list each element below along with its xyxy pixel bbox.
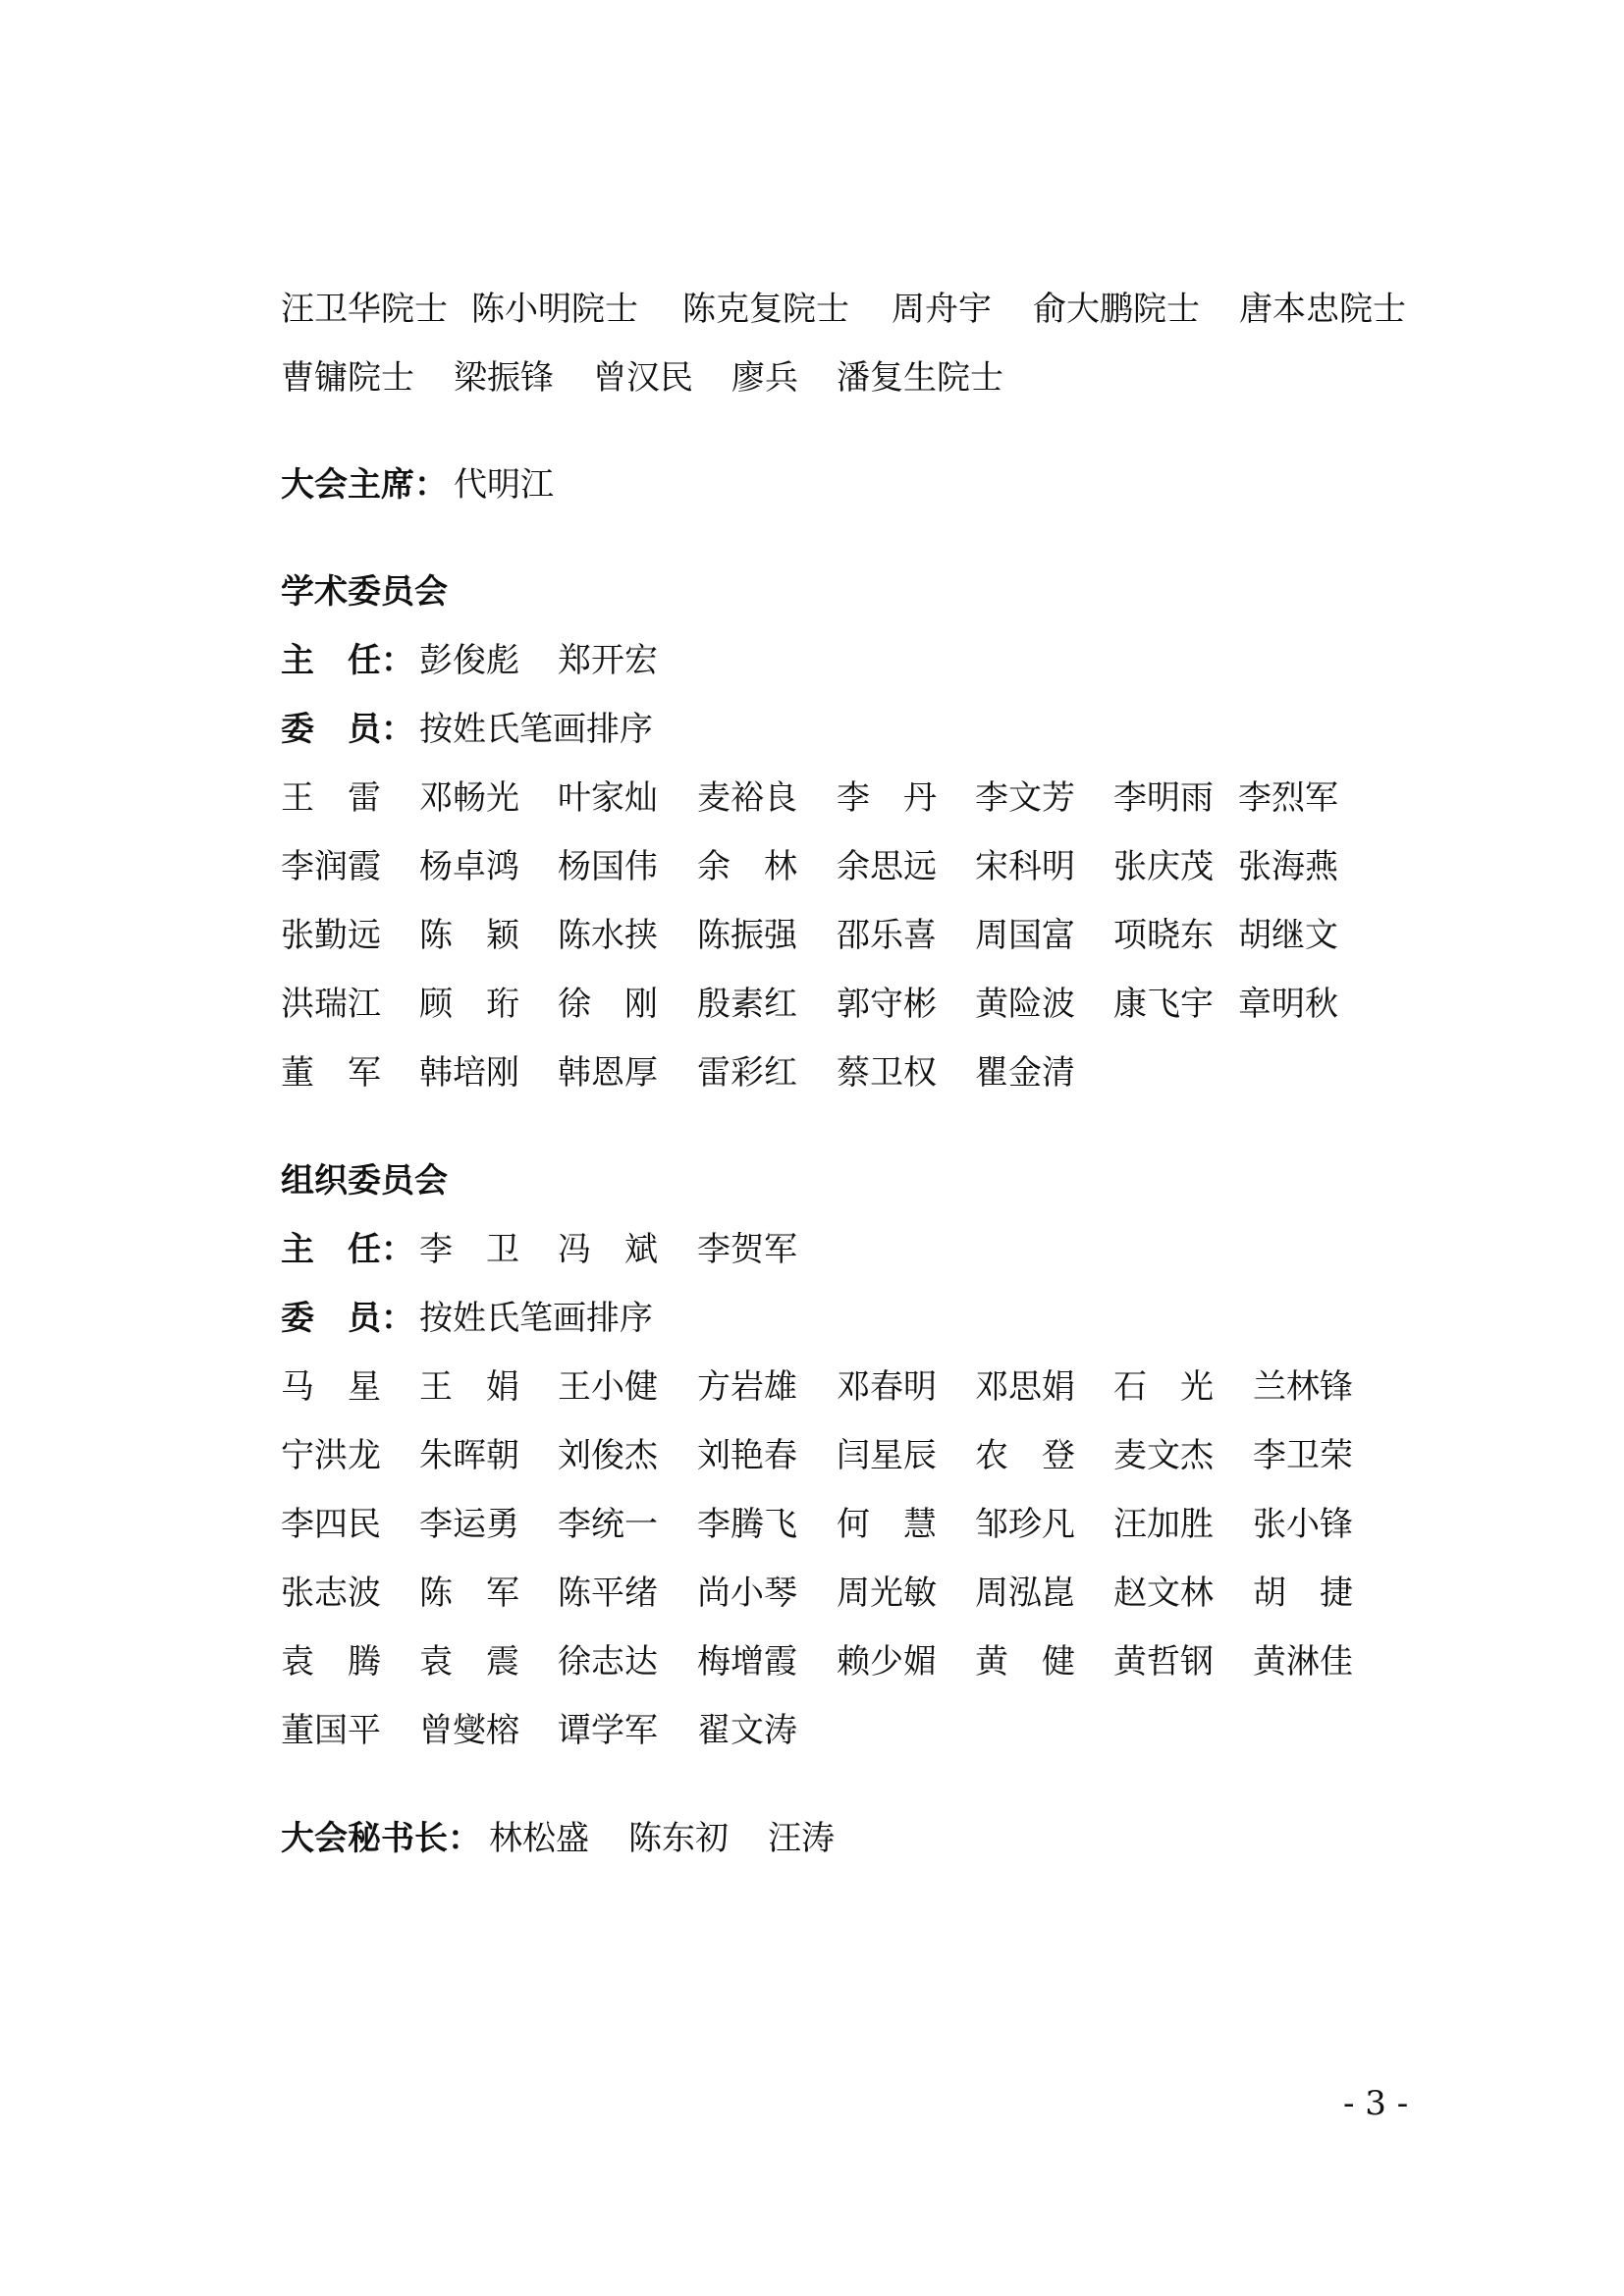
member-name: 黄哲钢: [1113, 1642, 1214, 1682]
member-name: 章明秋: [1238, 985, 1338, 1024]
member-name: 朱晖朝: [419, 1436, 519, 1475]
member-name: 周光敏: [837, 1574, 937, 1613]
member-name: 韩恩厚: [558, 1053, 658, 1093]
member-name: 董国平: [281, 1711, 381, 1750]
member-name: 李 丹: [837, 778, 937, 818]
member-name: 陈平绪: [558, 1574, 658, 1613]
member-name: 何 慧: [837, 1505, 937, 1544]
member-name: 邓畅光: [419, 778, 519, 818]
organizing-director-name: 李 卫: [419, 1230, 519, 1269]
academic-members-note: 按姓氏笔画排序: [419, 710, 653, 749]
member-name: 李润霞: [281, 847, 381, 886]
member-name: 邵乐喜: [837, 916, 937, 955]
member-name: 杨国伟: [558, 847, 658, 886]
member-name: 王小健: [558, 1367, 658, 1407]
honorary-name: 陈克复院士: [682, 290, 849, 329]
honorary-name: 曾汉民: [593, 358, 693, 398]
secretary-general-name: 林松盛: [489, 1819, 589, 1858]
honorary-name: 周舟宇: [892, 290, 992, 329]
member-name: 康飞宇: [1113, 985, 1214, 1024]
member-name: 王 娟: [419, 1367, 519, 1407]
member-name: 张志波: [281, 1574, 381, 1613]
member-name: 周国富: [975, 916, 1075, 955]
member-name: 李腾飞: [697, 1505, 797, 1544]
conference-chair-label: 大会主席：: [281, 465, 448, 505]
member-name: 张庆茂: [1113, 847, 1214, 886]
member-name: 尚小琴: [697, 1574, 797, 1613]
organizing-committee-title: 组织委员会: [281, 1161, 448, 1201]
member-name: 陈 颖: [419, 916, 519, 955]
member-name: 李运勇: [419, 1505, 519, 1544]
organizing-director-name: 冯 斌: [558, 1230, 658, 1269]
member-name: 陈 军: [419, 1574, 519, 1613]
member-name: 马 星: [281, 1367, 381, 1407]
member-name: 胡 捷: [1253, 1574, 1353, 1613]
honorary-name: 梁振锋: [454, 358, 554, 398]
member-name: 李明雨: [1113, 778, 1214, 818]
secretary-general-name: 陈东初: [628, 1819, 729, 1858]
academic-director-label: 主 任：: [281, 641, 414, 680]
member-name: 闫星辰: [837, 1436, 937, 1475]
member-name: 陈水挟: [558, 916, 658, 955]
member-name: 黄 健: [975, 1642, 1075, 1682]
member-name: 王 雷: [281, 778, 381, 818]
member-name: 谭学军: [558, 1711, 658, 1750]
member-name: 殷素红: [697, 985, 797, 1024]
honorary-name: 汪卫华院士: [281, 290, 448, 329]
member-name: 洪瑞江: [281, 985, 381, 1024]
member-name: 麦文杰: [1113, 1436, 1214, 1475]
member-name: 张小锋: [1253, 1505, 1353, 1544]
member-name: 徐 刚: [558, 985, 658, 1024]
member-name: 邓思娟: [975, 1367, 1075, 1407]
member-name: 李烈军: [1238, 778, 1338, 818]
member-name: 周泓崑: [975, 1574, 1075, 1613]
member-name: 余思远: [837, 847, 937, 886]
member-name: 张海燕: [1238, 847, 1338, 886]
member-name: 郭守彬: [837, 985, 937, 1024]
member-name: 翟文涛: [697, 1711, 797, 1750]
member-name: 邓春明: [837, 1367, 937, 1407]
member-name: 李四民: [281, 1505, 381, 1544]
honorary-name: 俞大鹏院士: [1033, 290, 1200, 329]
honorary-name: 曹镛院士: [281, 358, 414, 398]
member-name: 刘艳春: [697, 1436, 797, 1475]
member-name: 张勤远: [281, 916, 381, 955]
member-name: 石 光: [1113, 1367, 1214, 1407]
academic-committee-title: 学术委员会: [281, 572, 448, 612]
member-name: 徐志达: [558, 1642, 658, 1682]
member-name: 赵文林: [1113, 1574, 1214, 1613]
organizing-director-label: 主 任：: [281, 1230, 414, 1269]
member-name: 刘俊杰: [558, 1436, 658, 1475]
secretary-general-label: 大会秘书长：: [281, 1819, 481, 1858]
member-name: 陈振强: [697, 916, 797, 955]
member-name: 杨卓鸿: [419, 847, 519, 886]
member-name: 方岩雄: [697, 1367, 797, 1407]
member-name: 宁洪龙: [281, 1436, 381, 1475]
member-name: 蔡卫权: [837, 1053, 937, 1093]
member-name: 梅增霞: [697, 1642, 797, 1682]
honorary-name: 唐本忠院士: [1239, 290, 1406, 329]
member-name: 叶家灿: [558, 778, 658, 818]
member-name: 农 登: [975, 1436, 1075, 1475]
member-name: 瞿金清: [975, 1053, 1075, 1093]
member-name: 曾燮榕: [419, 1711, 519, 1750]
academic-members-label: 委 员：: [281, 710, 414, 749]
honorary-name: 潘复生院士: [837, 358, 1003, 398]
member-name: 汪加胜: [1113, 1505, 1214, 1544]
member-name: 宋科明: [975, 847, 1075, 886]
organizing-members-label: 委 员：: [281, 1299, 414, 1338]
member-name: 董 军: [281, 1053, 381, 1093]
member-name: 雷彩红: [697, 1053, 797, 1093]
academic-director-name: 郑开宏: [558, 641, 658, 680]
member-name: 顾 珩: [419, 985, 519, 1024]
organizing-director-name: 李贺军: [697, 1230, 797, 1269]
member-name: 胡继文: [1238, 916, 1338, 955]
member-name: 袁 腾: [281, 1642, 381, 1682]
member-name: 韩培刚: [419, 1053, 519, 1093]
honorary-name: 廖兵: [731, 358, 798, 398]
member-name: 袁 震: [419, 1642, 519, 1682]
conference-chair-name: 代明江: [454, 465, 554, 505]
member-name: 李统一: [558, 1505, 658, 1544]
member-name: 兰林锋: [1253, 1367, 1353, 1407]
organizing-members-note: 按姓氏笔画排序: [419, 1299, 653, 1338]
member-name: 邹珍凡: [975, 1505, 1075, 1544]
page-number: - 3 -: [1343, 2084, 1409, 2123]
member-name: 李卫荣: [1253, 1436, 1353, 1475]
member-name: 李文芳: [975, 778, 1075, 818]
member-name: 黄险波: [975, 985, 1075, 1024]
honorary-name: 陈小明院士: [471, 290, 638, 329]
member-name: 麦裕良: [697, 778, 797, 818]
member-name: 赖少媚: [837, 1642, 937, 1682]
secretary-general-name: 汪涛: [768, 1819, 835, 1858]
member-name: 余 林: [697, 847, 797, 886]
academic-director-name: 彭俊彪: [419, 641, 519, 680]
member-name: 项晓东: [1113, 916, 1214, 955]
member-name: 黄淋佳: [1253, 1642, 1353, 1682]
